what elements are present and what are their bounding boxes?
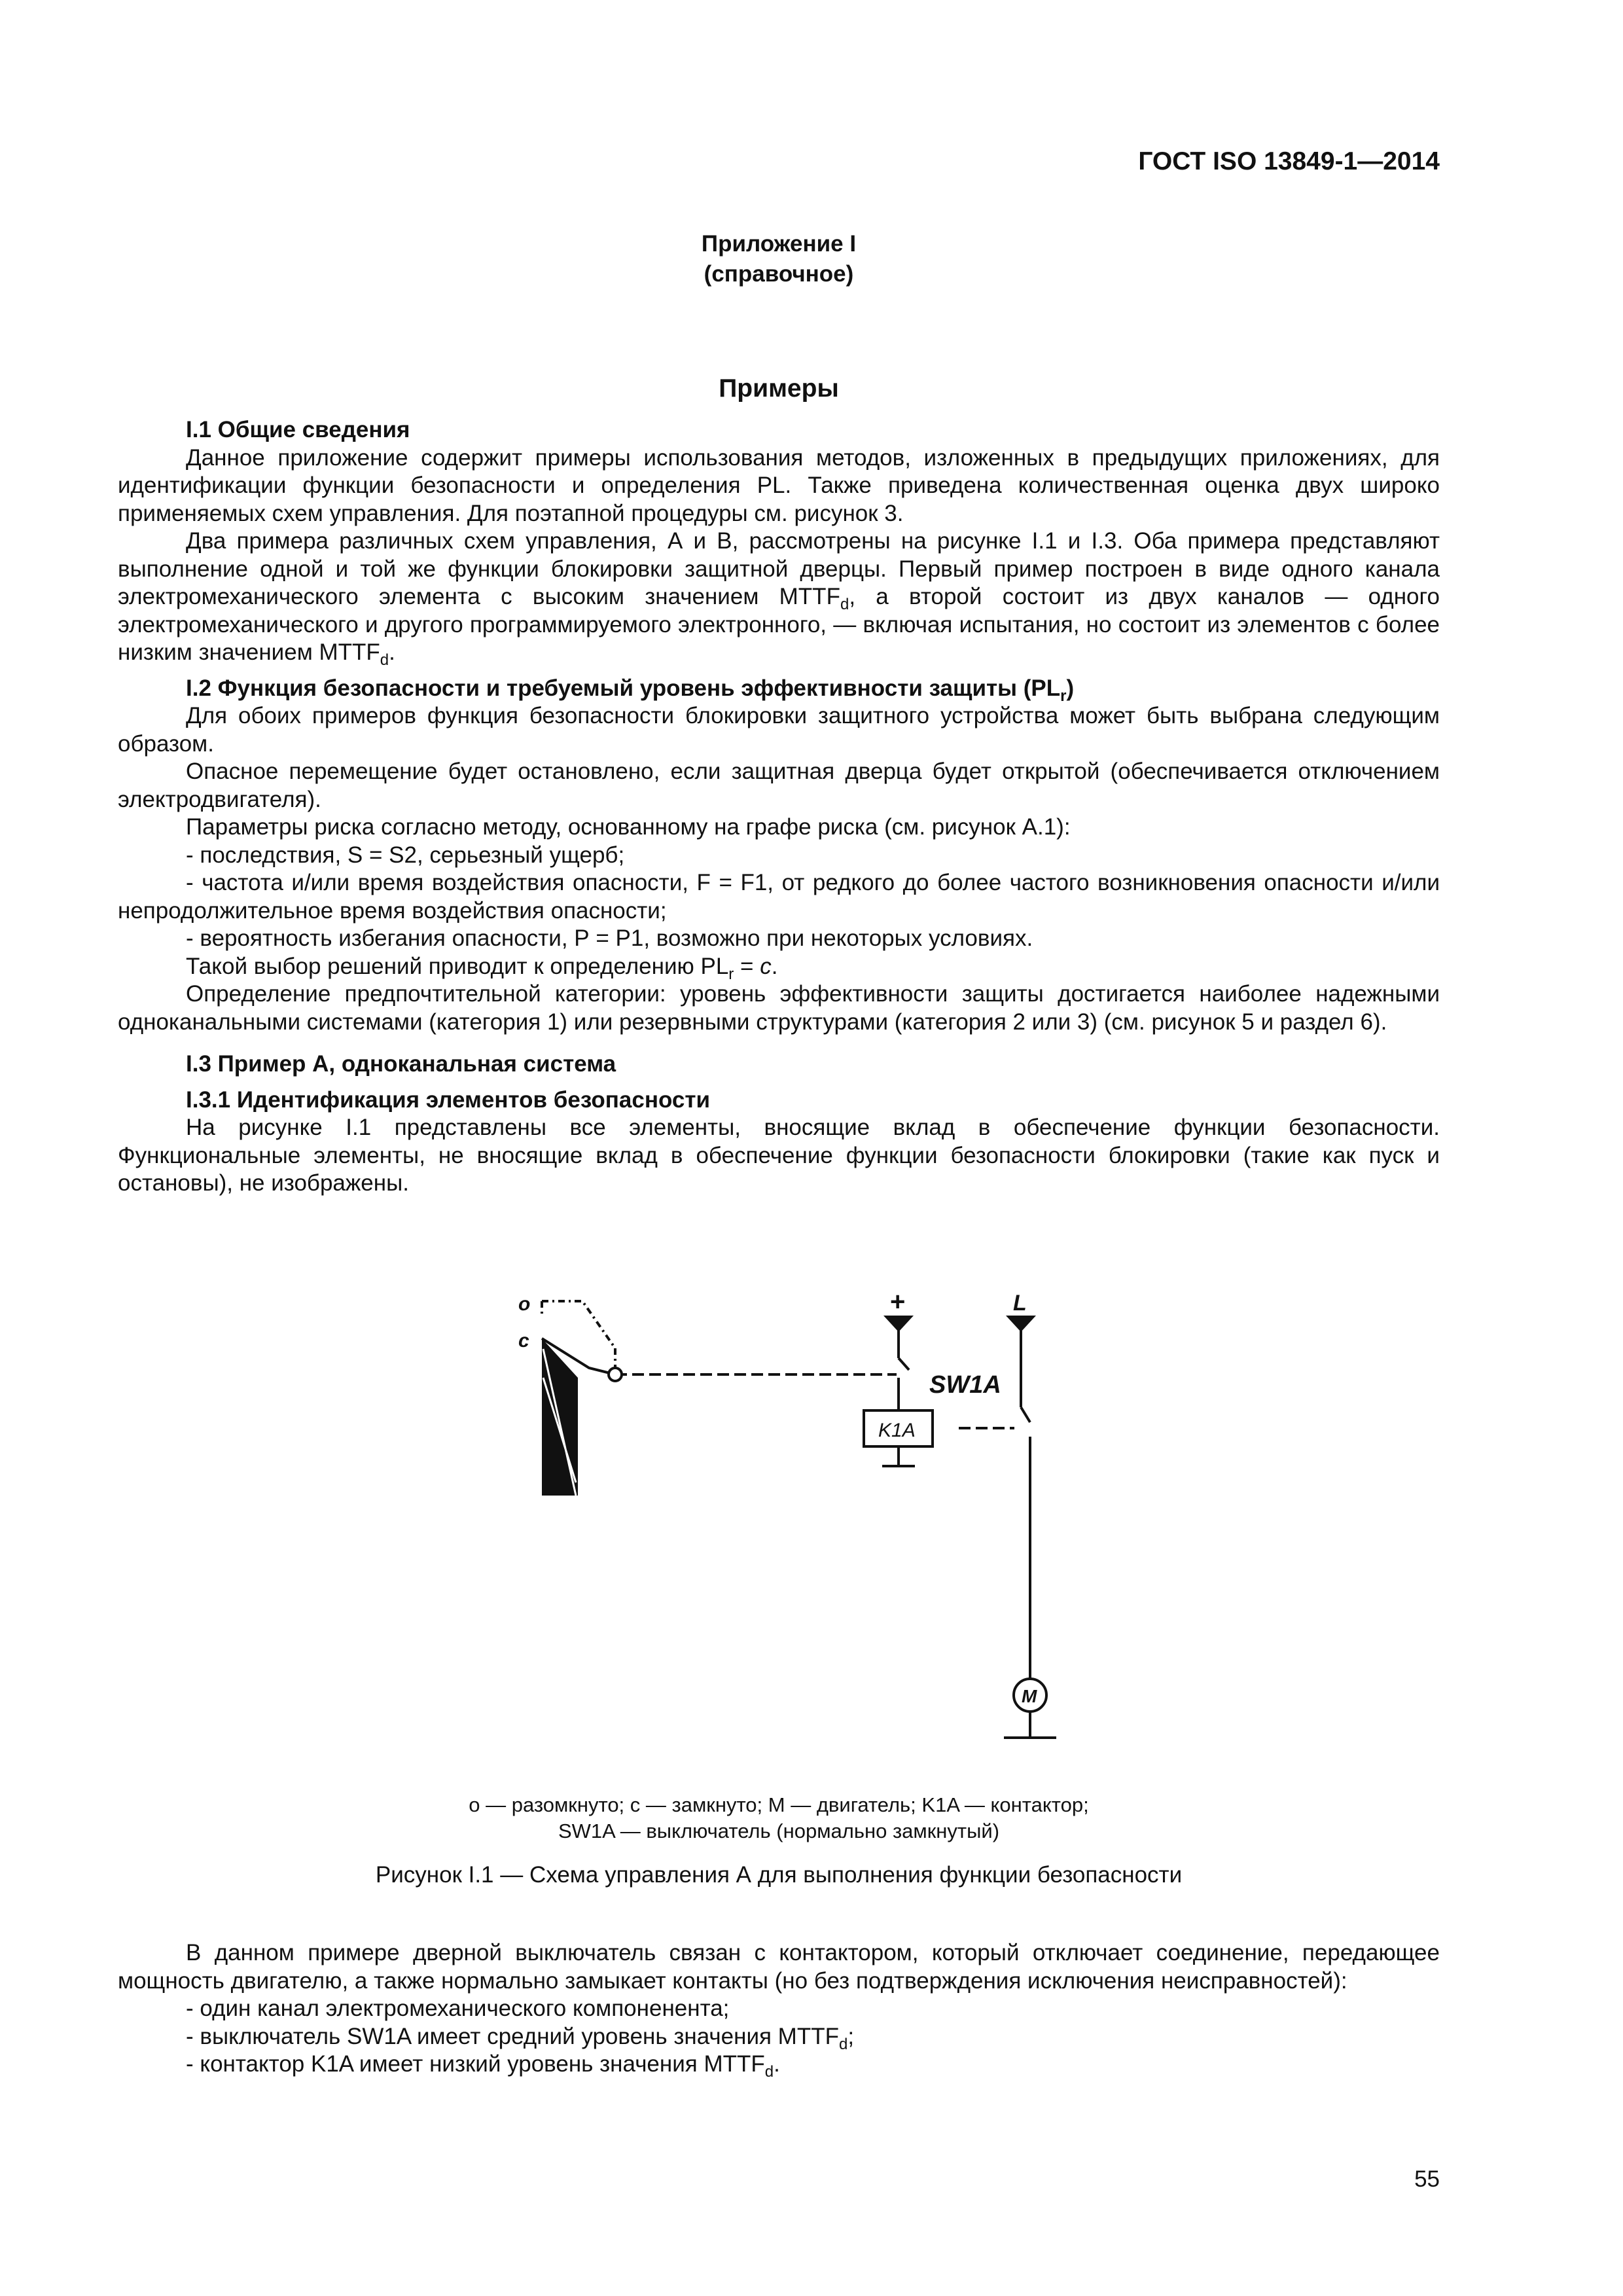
paragraph: Два примера различных схем управления, А и B, рассмотрены на рисунке I.1 и I.3. Оба примера представляют выполнение одной и той же функции блокировки защитной дверцы. Первый пример построен в виде одного канала электромеханического элемента с высоким значением $MTTF_d$, а второй состоит из двух каналов — одного электромеханического и другого программируемого электронного, — включая испытания, но состоит из элементов с более низким значением $MTTF_d$. — [118, 528, 1440, 669]
main-text — [118, 416, 1440, 1198]
page-title: Примеры — [719, 374, 839, 403]
figure-caption: Рисунок I.1 — Схема управления А для выполнения функции безопасности — [375, 1862, 1183, 1888]
label-closed: c — [518, 1330, 529, 1352]
annex-title: Приложение I — [701, 231, 857, 257]
label-l: L — [1013, 1291, 1027, 1316]
list-item: - вероятность избегания опасности, Р = Р1, возможно при некоторых условиях. — [186, 925, 1033, 951]
list-item: - последствия, S = S2, серьезный ущерб; — [186, 842, 625, 868]
section-heading-i31: I.3.1 Идентификация элементов безопасности — [186, 1086, 711, 1113]
label-plus: + — [890, 1287, 906, 1316]
label-sw1a: SW1A — [929, 1371, 1001, 1399]
bottom-text — [118, 1939, 1440, 2079]
paragraph: В данном примере дверной выключатель связан с контактором, который отключает соединение, передающее мощность двигателю, а также нормально замыкает контакты (но без подтверждения исключения неисправностей): — [118, 1940, 1440, 1994]
section-heading-i3: I.3 Пример А, одноканальная система — [186, 1051, 616, 1077]
annex-heading — [118, 229, 1440, 289]
list-item: - контактор K1A имеет низкий уровень значения $MTTF_d$. — [186, 2051, 780, 2081]
paragraph: Параметры риска согласно методу, основанному на графе риска (см. рисунок А.1): — [186, 814, 1071, 840]
paragraph: Такой выбор решений приводит к определению $PL_r = c$. — [186, 953, 778, 983]
legend-line: o — разомкнуто; c — замкнуто; M — двигатель; K1A — контактор; — [469, 1793, 1089, 1816]
contactor-contact — [1021, 1407, 1030, 1422]
guard-open-outline — [542, 1301, 615, 1348]
section-heading-i2: I.2 Функция безопасности и требуемый уровень эффективности защиты $(PL_r)$ — [186, 675, 1075, 705]
standard-designation: ГОСТ ISO 13849-1—2014 — [1138, 147, 1440, 175]
paragraph: Опасное перемещение будет остановлено, если защитная дверца будет открытой (обеспечивается отключением электродвигателя). — [118, 759, 1440, 812]
label-k1a: K1A — [878, 1420, 916, 1441]
plus-supply-icon — [883, 1316, 914, 1332]
label-m: M — [1022, 1686, 1037, 1706]
list-item: - один канал электромеханического компоненента; — [186, 1996, 730, 2021]
l-supply-icon — [1006, 1316, 1036, 1332]
guard-hinge-icon — [609, 1368, 622, 1381]
section-heading-i1: I.1 Общие сведения — [186, 417, 410, 442]
legend-line: SW1A — выключатель (нормально замкнутый) — [558, 1820, 1000, 1842]
figure-legend — [118, 1792, 1440, 1844]
paragraph: На рисунке I.1 представлены все элементы, вносящие вклад в обеспечение функции безопасности. Функциональные элементы, не вносящие вклад в обеспечение функции безопасности блокировки (такие как пуск и остановы), не изображены. — [118, 1115, 1440, 1196]
document-page — [118, 0, 1440, 2296]
paragraph: Данное приложение содержит примеры использования методов, изложенных в предыдущих приложениях, для идентификации функции безопасности и определения PL. Также приведена количественная оценка двух широко применяемых схем управления. Для поэтапной процедуры см. рисунок 3. — [118, 444, 1440, 526]
label-open: o — [518, 1293, 531, 1315]
paragraph: Для обоих примеров функция безопасности блокировки защитного устройства может быть выбрана следующим образом. — [118, 703, 1440, 757]
switch-sw1a-blade — [899, 1358, 909, 1370]
list-item: - выключатель SW1A имеет средний уровень значения $MTTF_d$; — [186, 2023, 855, 2053]
list-item: - частота и/или время воздействия опасности, F = F1, от редкого до более частого возникновения опасности и/или непродолжительное время воздействия опасности; — [118, 870, 1440, 924]
paragraph: Определение предпочтительной категории: уровень эффективности защиты достигается наиболее надежными одноканальными системами (категория 1) или резервными структурами (категория 2 или 3) (см. рисунок 5 и раздел 6). — [118, 981, 1440, 1035]
annex-type: (справочное) — [704, 261, 854, 287]
page-number: 55 — [1414, 2166, 1440, 2192]
circuit-diagram — [118, 1286, 1440, 1757]
